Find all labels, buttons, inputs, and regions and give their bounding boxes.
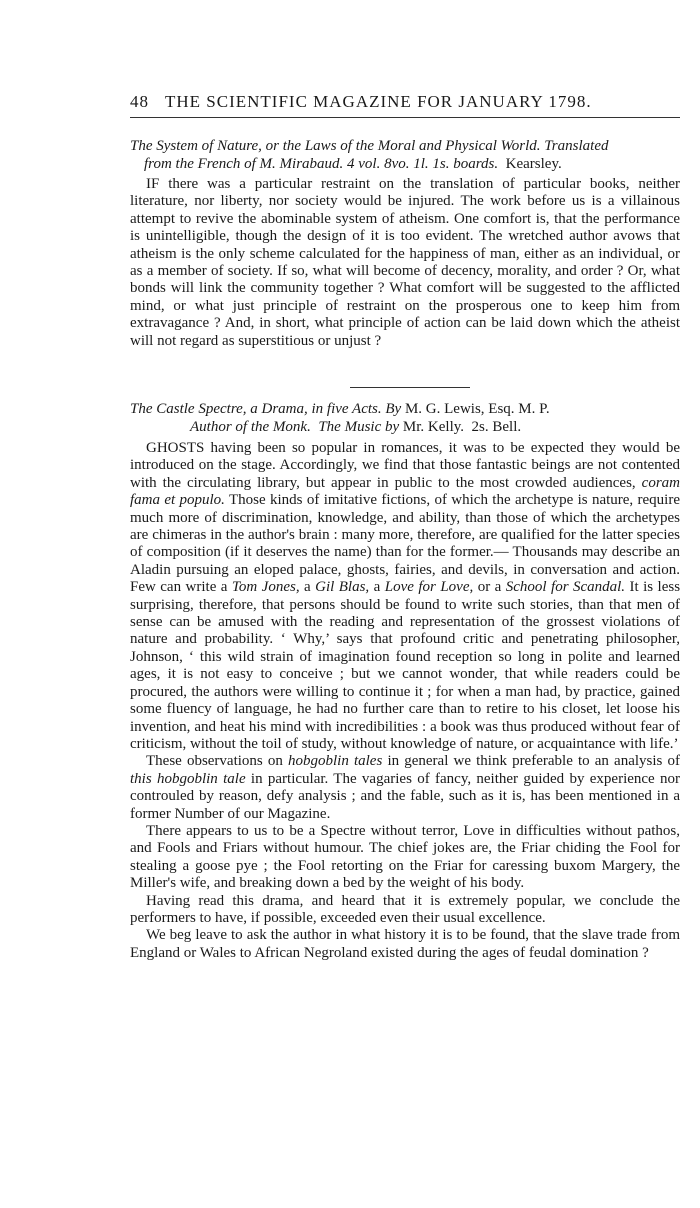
review1-title-line2	[130, 155, 680, 173]
p1-text-e: or a	[477, 579, 502, 596]
review-title-castle-spectre	[130, 400, 680, 436]
review-separator	[350, 387, 470, 388]
review1-title-line1: The System of Nature, or the Laws of the Moral and Physical World. Translated	[130, 138, 609, 154]
review2-paragraph-4: Having read this drama, and heard that it is extremely popular, we conclude the performers to have, if possible, exceeded even their usual excellence.	[130, 892, 680, 926]
p1-text-f: It is less surprising, therefore, that persons should be found to write such stories, than that men of sense can be amused with the reading and representation of the grossest violations of nature and probability. ‘ Why,’ says that profound critic and penetrating philosopher, Johnson, ‘ this wild strain of imagination found reception so long in polite and learned ages, it is not easy to conceive ; but we cannot wonder, that while readers could be procured, the authors were willing to continue it ; for when a man had, by practice, gained some fluency of language, he had no further care than to retire to his closet, let loose his invention, and heat his mind with incredibilities : a book was thus produced without fear of criticism, without the toil of study, without knowledge of nature, or acquaintance with life.’	[130, 579, 681, 752]
review2-composer: Mr. Kelly.	[402, 419, 465, 435]
review1-title-details: from the French of M. Mirabaud. 4 vol. 8vo. 1l. 1s. boards.	[144, 156, 499, 172]
review2-author-of: Author of the Monk.	[190, 419, 311, 435]
review2-paragraph-1	[130, 440, 680, 753]
review2-price: 2s.	[471, 419, 489, 435]
review2-publisher: Bell.	[492, 419, 522, 435]
review-title-system-of-nature	[130, 137, 680, 173]
running-title: THE SCIENTIFIC MAGAZINE FOR JANUARY 1798.	[165, 92, 592, 111]
review2-author: M. G. Lewis, Esq. M. P.	[404, 401, 550, 417]
review2-paragraph-3: There appears to us to be a Spectre without terror, Love in difficulties without pathos, and Fools and Friars without humour. The chief jokes are, the Friar chiding the Fool for stealing a goose pye ; the Fool retorting on the Friar for caressing buxom Margery, the Miller's wife, and breaking down a bed by the weight of his body.	[130, 822, 680, 892]
running-header	[130, 92, 680, 112]
p1-title-tom-jones: Tom Jones,	[231, 579, 300, 596]
review2-body	[130, 440, 680, 962]
p1-title-love-for-love: Love for Love,	[384, 579, 474, 596]
p1-text-a: GHOSTS having been so popular in romances, it was to be expected they would be introduced on the stage. Accordingly, we find that those fantastic beings are not contented with the circulating library, but appear in public to the most crowded audiences,	[130, 440, 680, 491]
p2-text-a: These observations on	[146, 753, 283, 770]
p1-title-school-for-scandal: School for Scandal.	[505, 579, 626, 596]
review2-title-italic: The Castle Spectre, a Drama, in five Acts.	[130, 401, 382, 417]
header-rule	[130, 117, 680, 118]
page-number: 48	[130, 92, 149, 111]
p1-text-c: a	[304, 579, 311, 596]
p1-text-b: Those kinds of imitative fictions, of which the archetype is nature, require much more of discrimination, knowledge, and ability, than those of which the archetypes are chimeras in the author's brain : many more, therefore, are qualified for the latter species of composition (if it deserves the name) than for the former.— Thousands may describe an Aladin pursuing an eloped palace, ghosts, fairies, and devils, in conversation and action. Few can write a	[130, 492, 680, 596]
review2-paragraph-2	[130, 753, 680, 823]
review2-title-by: By	[385, 401, 402, 417]
p2-this-hobgoblin-tale: this hobgoblin tale	[130, 770, 246, 787]
p1-title-gil-blas: Gil Blas,	[315, 579, 370, 596]
review2-title-line2	[130, 418, 680, 436]
review2-music-by: The Music by	[318, 419, 400, 435]
p2-hobgoblin-tales: hobgoblin tales	[288, 753, 383, 770]
review1-publisher: Kearsley.	[505, 156, 562, 172]
review2-paragraph-5: We beg leave to ask the author in what history it is to be found, that the slave trade from England or Wales to African Negroland existed during the ages of feudal domination ?	[130, 927, 680, 961]
review1-body	[130, 176, 680, 350]
p2-text-c: in particular. The vagaries of fancy, neither guided by experience nor controuled by reason, defy analysis ; and the fable, such as it is, has been mentioned in a former Number of our Magazine.	[130, 770, 681, 822]
review1-paragraph: IF there was a particular restraint on the translation of particular books, neither literature, nor liberty, nor society would be injured. The work before us is a villainous attempt to revive the abominable system of atheism. One comfort is, that the performance is unintelligible, though the design of it is too evident. The wretched author avows that atheism is the only scheme calculated for the happiness of man, either as an individual, or as a member of society. If so, what will become of decency, morality, and order ? Or, what bonds will link the community together ? What comfort will be suggested to the afflicted mind, or what just principle of restraint on the prosperous one to keep him from extravagance ? And, in short, what principle of action can be laid down which the atheist will not regard as superstitious or unjust ?	[130, 176, 680, 349]
p1-text-d: a	[373, 579, 381, 596]
p1-latin-phrase: coram fama et populo.	[130, 474, 680, 509]
p2-text-b: in general we think preferable to an analysis of	[387, 753, 680, 770]
